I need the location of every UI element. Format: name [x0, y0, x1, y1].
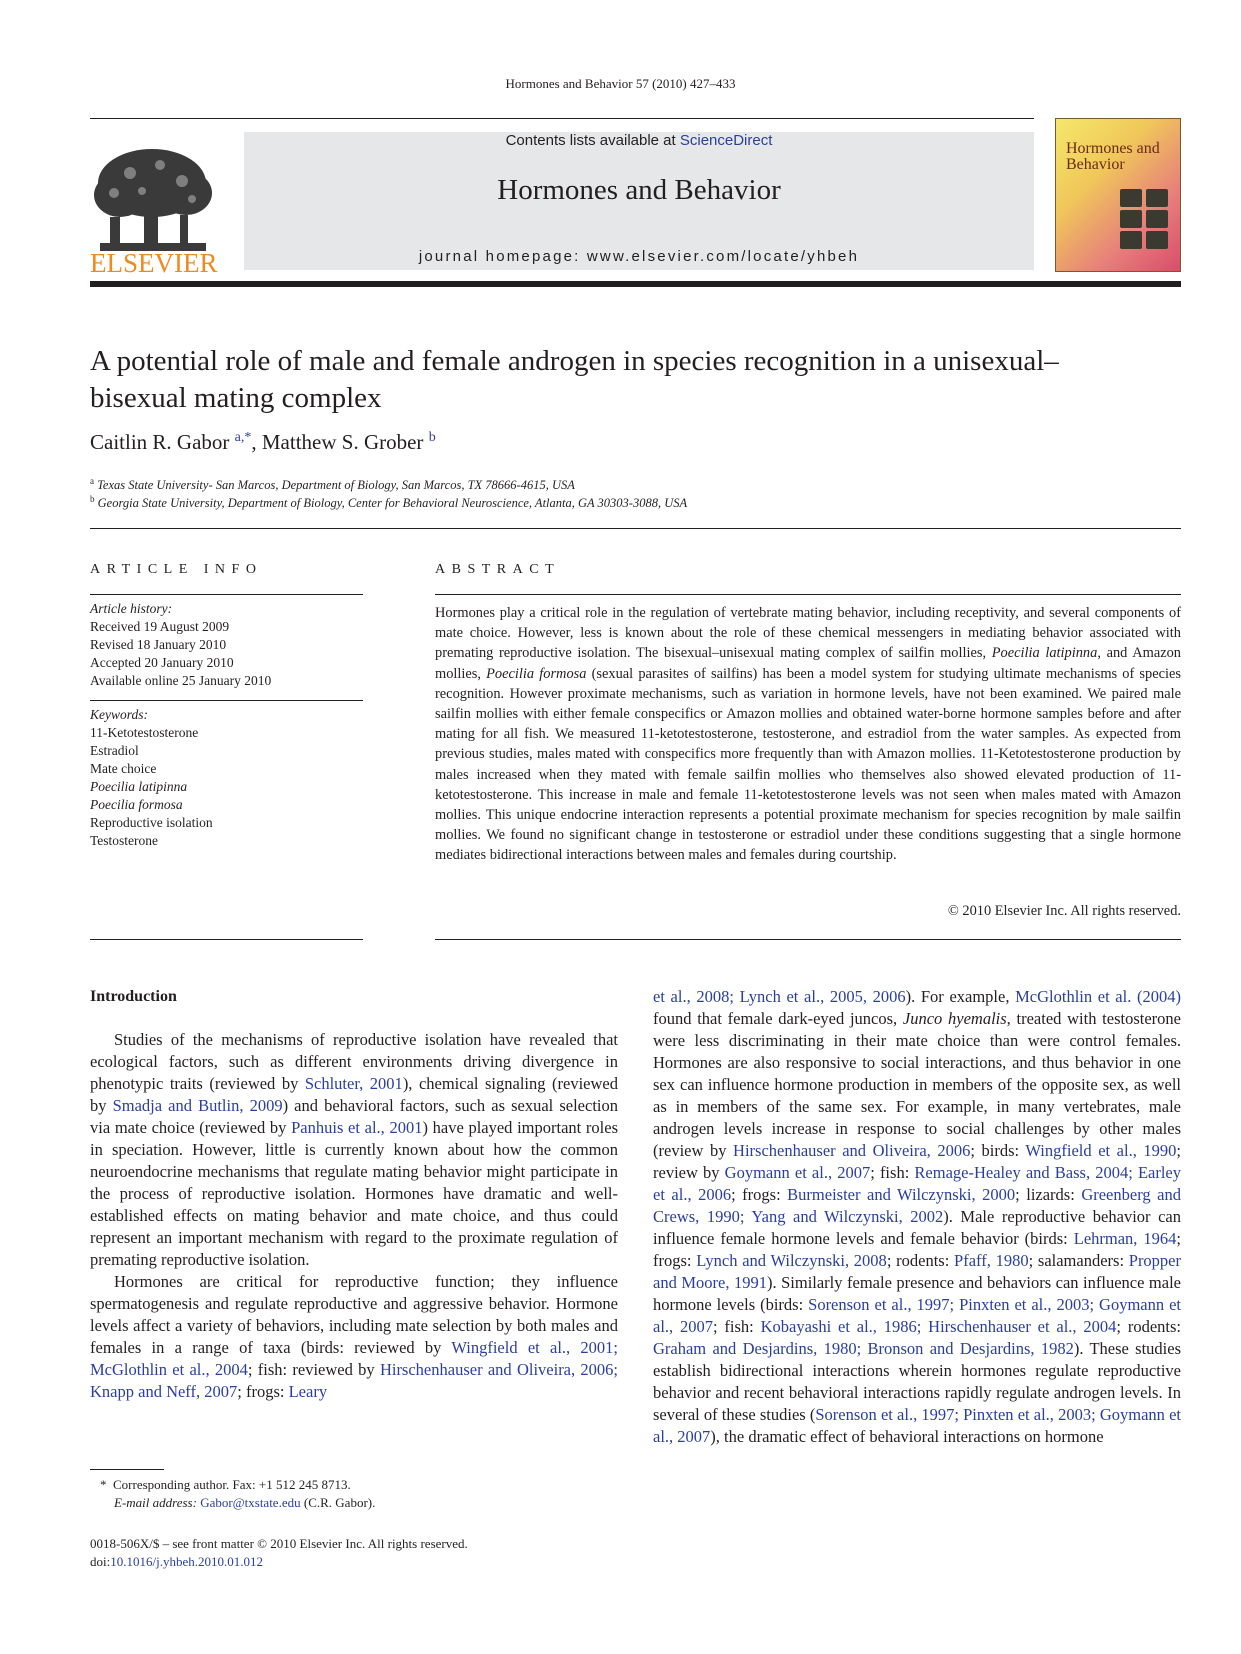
- body-text: ). For example,: [905, 987, 1016, 1006]
- affiliation-a: [90, 476, 575, 493]
- citation-link[interactable]: Lynch and Wilczynski, 2008: [696, 1251, 887, 1270]
- citation-link[interactable]: Hirschenhauser and Oliveira, 2006: [733, 1141, 971, 1160]
- author-list: [90, 430, 436, 455]
- body-column-right: [653, 986, 1181, 1448]
- citation-link[interactable]: Schluter, 2001: [304, 1074, 403, 1093]
- contents-line: [244, 132, 1034, 149]
- abstract-body: [435, 603, 1181, 866]
- citation-link[interactable]: Wingfield et al., 2001; McGlothlin et al., 2004: [90, 1338, 619, 1379]
- italic-term: Junco hyemalis: [902, 1009, 1007, 1028]
- history-received: Received 19 August 2009: [90, 619, 230, 634]
- citation-link[interactable]: Leary: [288, 1382, 328, 1401]
- footnote-rule: [90, 1469, 164, 1470]
- article-info-rule: [90, 594, 363, 595]
- body-text: Hormones are critical for reproductive function; they influence spermatogenesis and regulate reproductive and aggressive behavior. Hormone levels affect a variety of behaviors, including mate selection by both males and females in a range of taxa (birds: reviewed by: [90, 1272, 618, 1357]
- keyword-item: Poecilia formosa: [90, 797, 183, 812]
- body-text: ; review by: [653, 1141, 1181, 1182]
- body-text: ; frogs:: [731, 1185, 788, 1204]
- body-text: , treated with testosterone were less discriminating in their mate choice than were control females. Hormones are also responsive to social interactions, and thus behavior in one sex can influence hormone production in members of the opposite sex, as well as in members of the same sex. For example, in many vertebrates, male androgen levels increase in response to social challenges by other males (review by: [653, 1009, 1181, 1160]
- citation-link[interactable]: Graham and Desjardins, 1980; Bronson and Desjardins, 1982: [653, 1339, 1074, 1358]
- species-name: Poecilia formosa: [486, 665, 587, 682]
- abstract-copyright: © 2010 Elsevier Inc. All rights reserved.: [947, 903, 1181, 919]
- intro-paragraph-2: [90, 1271, 618, 1403]
- body-text: ; fish:: [870, 1163, 915, 1182]
- email-label: E-mail address:: [114, 1495, 197, 1510]
- journal-cover-image: [1055, 118, 1181, 272]
- intro-paragraph-1: [90, 1029, 618, 1271]
- body-text: ; rodents:: [1116, 1317, 1181, 1336]
- keyword-item: Reproductive isolation: [90, 815, 213, 830]
- history-accepted: Accepted 20 January 2010: [90, 655, 234, 670]
- intro-paragraph-continued: [653, 986, 1181, 1448]
- citation-link[interactable]: Goymann et al., 2007: [724, 1163, 871, 1182]
- keyword-item: Poecilia latipinna: [90, 779, 188, 794]
- abstract-heading: ABSTRACT: [435, 562, 561, 577]
- email-link[interactable]: Gabor@txstate.edu: [200, 1495, 301, 1510]
- citation-link[interactable]: Pfaff, 1980: [954, 1251, 1029, 1270]
- issn-line: 0018-506X/$ – see front matter © 2010 Elsevier Inc. All rights reserved.: [90, 1536, 468, 1551]
- history-revised: Revised 18 January 2010: [90, 637, 227, 652]
- body-text: Studies of the mechanisms of reproductive isolation have revealed that ecological factors, such as different environments driving divergence in phenotypic traits (reviewed by: [90, 1030, 618, 1093]
- citation-link[interactable]: Kobayashi et al., 1986; Hirschenhauser et al., 2004: [760, 1317, 1117, 1336]
- masthead-rule-bottom: [90, 281, 1181, 287]
- keywords-rule: [90, 700, 363, 701]
- history-label: Article history:: [90, 601, 173, 616]
- species-name: Poecilia latipinna: [991, 645, 1098, 662]
- citation-link[interactable]: Panhuis et al., 2001: [291, 1118, 423, 1137]
- affiliation-text: Texas State University- San Marcos, Department of Biology, San Marcos, TX 78666-4615, USA: [97, 478, 575, 493]
- body-text: ), the dramatic effect of behavioral interactions on hormone: [710, 1427, 1104, 1446]
- citation-link[interactable]: McGlothlin et al. (2004): [1015, 987, 1181, 1006]
- body-text: ; lizards:: [1015, 1185, 1082, 1204]
- body-column-left: [90, 1029, 618, 1403]
- citation-link[interactable]: Sorenson et al., 1997; Pinxten et al., 2003; Goymann et al., 2007: [653, 1405, 1181, 1446]
- history-online: Available online 25 January 2010: [90, 673, 272, 688]
- citation-link[interactable]: et al., 2008; Lynch et al., 2005, 2006: [653, 987, 906, 1006]
- journal-homepage[interactable]: journal homepage: www.elsevier.com/locate/yhbeh: [418, 248, 860, 265]
- author-affiliation-marks[interactable]: b: [428, 430, 436, 445]
- cover-title: Hormones and Behavior: [1066, 140, 1160, 173]
- body-text: ). Male reproductive behavior can influence female hormone levels and female behavior (birds:: [653, 1207, 1181, 1248]
- body-text: ; frogs:: [653, 1229, 1182, 1270]
- article-info-bottom-rule: [90, 939, 363, 940]
- abstract-text: Hormones play a critical role in the regulation of vertebrate mating behavior, including receptivity, and several components of mate choice. However, less is known about the role of these chemical messengers in mediating behavior associated with premating reproductive isolation. The bisexual–unisexual mating complex of sailfin mollies,: [435, 605, 1181, 662]
- article-info-heading: ARTICLE INFO: [90, 562, 263, 577]
- keyword-item: 11-Ketotestosterone: [90, 725, 199, 740]
- author-affiliation-marks[interactable]: a,*: [234, 430, 252, 445]
- keywords-label: Keywords:: [90, 707, 148, 722]
- affiliation-mark: b: [90, 494, 95, 504]
- body-text: ), chemical signaling (reviewed by: [90, 1074, 618, 1115]
- citation-link[interactable]: Remage-Healey and Bass, 2004; Earley et al., 2006: [653, 1163, 1181, 1204]
- body-text: ) and behavioral factors, such as sexual selection via mate choice (reviewed by: [90, 1096, 618, 1137]
- email-suffix: (C.R. Gabor).: [303, 1495, 376, 1510]
- citation-link[interactable]: Propper and Moore, 1991: [653, 1251, 1182, 1292]
- cover-figure-grid: [1120, 189, 1170, 251]
- body-text: ; fish: reviewed by: [247, 1360, 380, 1379]
- corresponding-author-note: [100, 1477, 351, 1493]
- masthead-rule-top: [90, 118, 1034, 119]
- abstract-text: , and Amazon mollies,: [435, 645, 1181, 682]
- citation-link[interactable]: Greenberg and Crews, 1990; Yang and Wilczynski, 2002: [653, 1185, 1181, 1226]
- abstract-rule: [435, 594, 1181, 595]
- citation-link[interactable]: Hirschenhauser and Oliveira, 2006; Knapp and Neff, 2007: [90, 1360, 618, 1401]
- doi-line: [90, 1554, 263, 1570]
- body-text: ; rodents:: [886, 1251, 955, 1270]
- introduction-heading: Introduction: [90, 988, 177, 1005]
- body-text: ; fish:: [713, 1317, 761, 1336]
- keyword-item: Testosterone: [90, 833, 159, 848]
- citation-link[interactable]: Burmeister and Wilczynski, 2000: [787, 1185, 1016, 1204]
- elsevier-wordmark: ELSEVIER: [90, 248, 218, 278]
- abstract-bottom-rule: [435, 939, 1181, 940]
- affiliation-b: [90, 494, 687, 511]
- body-text: ; birds:: [970, 1141, 1026, 1160]
- footnote-text: Corresponding author. Fax: +1 512 245 8713.: [113, 1477, 351, 1492]
- citation-link[interactable]: Lehrman, 1964: [1073, 1229, 1177, 1248]
- paper-title: A potential role of male and female androgen in species recognition in a unisexual–bisexual mating complex: [90, 345, 1059, 414]
- citation-link[interactable]: Sorenson et al., 1997; Pinxten et al., 2003; Goymann et al., 2007: [653, 1295, 1181, 1336]
- body-text: found that female dark-eyed juncos,: [653, 1009, 903, 1028]
- footnote-star: *: [100, 1477, 107, 1492]
- body-text: ). These studies establish bidirectional interactions wherein hormones regulate reproductive behavior and recent behavioral interactions rapidly regulate androgen levels. In several of these studies (: [653, 1339, 1181, 1424]
- body-text: ; salamanders:: [1028, 1251, 1129, 1270]
- author-name: Caitlin R. Gabor: [90, 430, 230, 454]
- body-text: ; frogs:: [237, 1382, 289, 1401]
- citation-link[interactable]: Smadja and Butlin, 2009: [112, 1096, 283, 1115]
- citation-link[interactable]: Wingfield et al., 1990: [1025, 1141, 1177, 1160]
- running-head: Hormones and Behavior 57 (2010) 427–433: [505, 76, 736, 91]
- doi-link[interactable]: 10.1016/j.yhbeh.2010.01.012: [110, 1554, 263, 1569]
- body-text: ) have played important roles in speciation. However, little is currently known about how the common neuroendocrine mechanisms that regulate mating behavior might participate in the process of reproductive isolation. Hormones have dramatic and well-established effects on mating behavior and mate choice, and thus could represent an important mechanism with regard to the proximate regulation of premating reproductive isolation.: [90, 1118, 618, 1269]
- keyword-item: Mate choice: [90, 761, 157, 776]
- keyword-item: Estradiol: [90, 743, 139, 758]
- email-note: [114, 1495, 375, 1511]
- affiliation-text: Georgia State University, Department of Biology, Center for Behavioral Neuroscience, Atlanta, GA 30303-3088, USA: [97, 496, 688, 511]
- journal-title: Hormones and Behavior: [497, 174, 781, 206]
- sciencedirect-link[interactable]: ScienceDirect: [679, 132, 773, 149]
- contents-prefix: Contents lists available at: [505, 132, 680, 149]
- doi-label: doi:: [90, 1554, 111, 1569]
- author-name: Matthew S. Grober: [261, 430, 424, 454]
- abstract-text: (sexual parasites of sailfins) has been a model system for studying ultimate mechanisms of species recognition. However proximate mechanisms, such as variation in hormone levels, have not been examined. We paired male sailfin mollies with either female conspecifics or Amazon mollies and obtained water-borne hormone samples before and after mating for all fish. We measured 11-ketotestosterone, testosterone, and estradiol from the water samples. As expected from previous studies, males mated with conspecifics more frequently than with Amazon mollies. 11-Ketotestosterone production by males increased when they mated with female sailfin mollies who themselves also showed elevated production of 11-ketotestosterone. This increase in male and female 11-ketotestosterone levels was not seen when males mated with Amazon mollies. This unique endocrine interaction represents a potential proximate mechanism for species recognition by male sailfin mollies. We found no significant change in testosterone or estradiol under these conditions suggesting that a single hormone mediates bidirectional interactions between males and females during courtship.: [435, 665, 1181, 864]
- masthead-banner: [244, 132, 1034, 270]
- author-separator: ,: [251, 430, 262, 454]
- affiliation-mark: a: [90, 476, 94, 486]
- header-divider: [90, 528, 1181, 529]
- body-text: ). Similarly female presence and behaviors can influence male hormone levels (birds:: [653, 1273, 1181, 1314]
